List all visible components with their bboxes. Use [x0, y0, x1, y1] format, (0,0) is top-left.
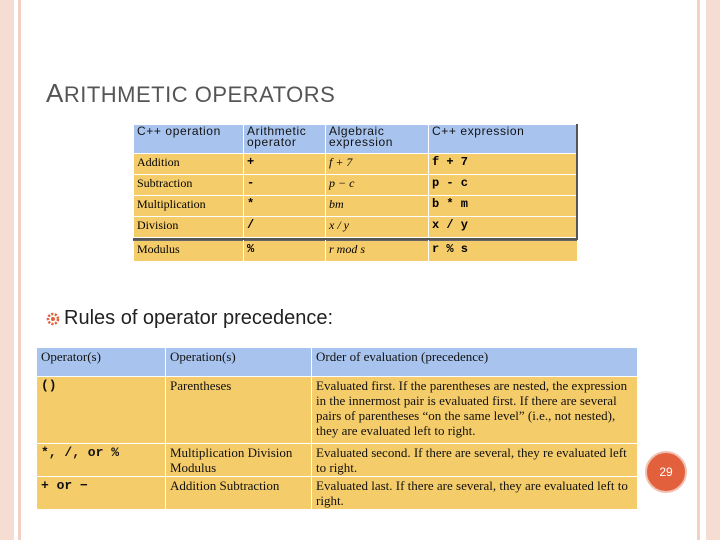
gear-bullet-icon [46, 312, 60, 326]
header-cell: Operation(s) [166, 348, 312, 377]
cell-operation: Addition [134, 154, 244, 175]
table-row [37, 444, 638, 477]
table-row [134, 241, 578, 262]
cell-algebraic: x / y [326, 217, 429, 238]
arithmetic-operators-table [133, 124, 578, 262]
cell-order: Evaluated first. If the parentheses are nested, the expression in the innermost pair is evaluated first. If there are several pairs of parentheses “on the same level” (i.e., not nested), they are evaluated left to right. [312, 377, 638, 444]
cell-operation: Multiplication Division Modulus [166, 444, 312, 477]
precedence-table [36, 347, 638, 510]
cell-cpp: r % s [429, 241, 578, 262]
cell-operator: / [244, 217, 326, 238]
header-cell: Arithmetic operator [244, 125, 326, 154]
cell-operation: Subtraction [134, 175, 244, 196]
right-frame-line [697, 0, 700, 540]
cell-cpp: x / y [429, 217, 578, 238]
slide-title-rest: RITHMETIC OPERATORS [63, 82, 336, 107]
cell-order: Evaluated second. If there are several, they re evaluated left to right. [312, 444, 638, 477]
header-cell: Algebraic expression [326, 125, 429, 154]
header-cell: C++ expression [429, 125, 578, 154]
cell-order: Evaluated last. If there are several, they are evaluated left to right. [312, 477, 638, 510]
cell-operator: - [244, 175, 326, 196]
cell-operator: *, /, or % [37, 444, 166, 477]
table-row [37, 477, 638, 510]
table-header-row [37, 348, 638, 377]
table-row [134, 175, 578, 196]
slide-title-initial: A [46, 78, 64, 108]
left-frame-line [18, 0, 21, 540]
table-row [134, 196, 578, 217]
cell-cpp: p - c [429, 175, 578, 196]
table-header-row [134, 125, 578, 154]
cell-algebraic: f + 7 [326, 154, 429, 175]
cell-operator: + or − [37, 477, 166, 510]
left-frame-bar [0, 0, 14, 540]
cell-algebraic: bm [326, 196, 429, 217]
page-number-badge: 29 [645, 451, 687, 493]
bullet-text: Rules of operator precedence: [64, 307, 334, 329]
cell-operation: Parentheses [166, 377, 312, 444]
cell-algebraic: p − c [326, 175, 429, 196]
header-cell: Order of evaluation (precedence) [312, 348, 638, 377]
cell-cpp: b * m [429, 196, 578, 217]
cell-operation: Addition Subtraction [166, 477, 312, 510]
cell-operator: () [37, 377, 166, 444]
table-row [37, 377, 638, 444]
header-cell: Operator(s) [37, 348, 166, 377]
slide-title [46, 78, 335, 109]
cell-operation: Multiplication [134, 196, 244, 217]
cell-operator: + [244, 154, 326, 175]
cell-operator: % [244, 241, 326, 262]
cell-operation: Division [134, 217, 244, 238]
header-cell: C++ operation [134, 125, 244, 154]
cell-operation: Modulus [134, 241, 244, 262]
right-frame-bar [706, 0, 720, 540]
cell-cpp: f + 7 [429, 154, 578, 175]
cell-operator: * [244, 196, 326, 217]
table-row [134, 217, 578, 238]
cell-algebraic: r mod s [326, 241, 429, 262]
table-row [134, 154, 578, 175]
